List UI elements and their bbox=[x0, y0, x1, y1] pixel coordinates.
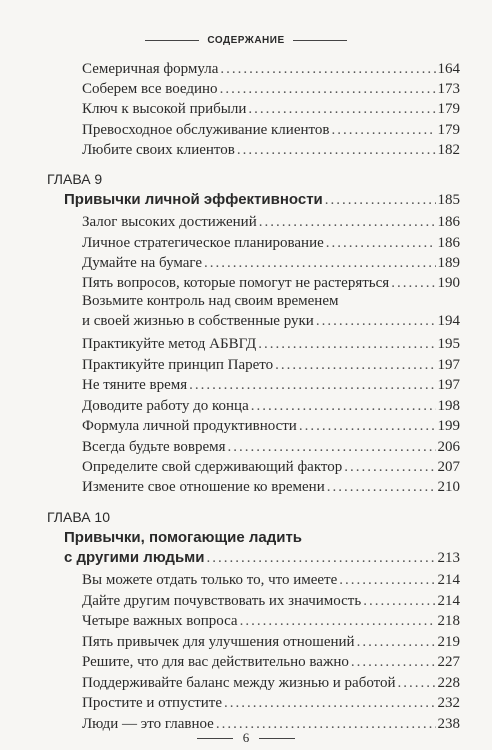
toc-entry-text: Измените свое отношение ко времени bbox=[82, 479, 325, 495]
leader-dots bbox=[398, 673, 436, 693]
chapter-title-text: Привычки личной эффективности bbox=[64, 191, 323, 208]
toc-entry[interactable] bbox=[82, 120, 460, 140]
toc-entry-text: Пять вопросов, которые помогут не растеряться bbox=[82, 275, 390, 291]
leader-dots bbox=[189, 375, 435, 395]
toc-entry-text: Семеричная формула bbox=[82, 61, 219, 77]
leader-dots bbox=[344, 457, 435, 477]
toc-entry-text: Практикуйте метод АБВГД bbox=[82, 336, 257, 352]
leader-dots bbox=[339, 570, 435, 590]
leader-dots bbox=[248, 99, 435, 119]
toc-entry[interactable] bbox=[82, 212, 460, 232]
toc-entry-text: Решите, что для вас действительно важно bbox=[82, 654, 349, 670]
chapter-title-line2: с другими людьми bbox=[64, 549, 205, 566]
chapter-label: ГЛАВА 10 bbox=[47, 509, 110, 525]
toc-entry-page: 238 bbox=[437, 716, 460, 732]
toc-entry[interactable] bbox=[82, 396, 460, 416]
toc-entry[interactable] bbox=[82, 273, 460, 293]
chapter-title-page: 185 bbox=[437, 192, 460, 208]
toc-entry-page: 186 bbox=[437, 214, 460, 230]
toc-entry[interactable] bbox=[82, 355, 460, 375]
chapter-label: ГЛАВА 9 bbox=[47, 171, 103, 187]
toc-entry[interactable] bbox=[82, 375, 460, 395]
toc-entry-page: 179 bbox=[437, 122, 460, 138]
toc-entry-page: 179 bbox=[437, 101, 460, 117]
leader-dots bbox=[258, 334, 435, 354]
toc-entry-page: 194 bbox=[437, 313, 460, 329]
toc-entry-page: 210 bbox=[437, 479, 460, 495]
leader-dots bbox=[316, 311, 436, 331]
toc-entry-text-line2: и своей жизнью в собственные руки bbox=[82, 313, 314, 329]
toc-entry[interactable] bbox=[82, 437, 460, 457]
toc-entry-page: 207 bbox=[437, 459, 460, 475]
toc-entry-page: 199 bbox=[437, 418, 460, 434]
toc-entry[interactable] bbox=[82, 652, 460, 672]
toc-entry[interactable] bbox=[82, 59, 460, 79]
toc-entry-text: Всегда будьте вовремя bbox=[82, 439, 226, 455]
toc-entry-page: 197 bbox=[437, 377, 460, 393]
leader-dots bbox=[326, 233, 436, 253]
leader-dots bbox=[207, 548, 436, 568]
toc-entry-page: 198 bbox=[437, 398, 460, 414]
leader-dots bbox=[224, 693, 435, 713]
toc-entry[interactable] bbox=[82, 457, 460, 477]
toc-entry[interactable] bbox=[82, 99, 460, 119]
leader-dots bbox=[275, 355, 435, 375]
toc-entry-text: Определите свой сдерживающий фактор bbox=[82, 459, 343, 475]
toc-entry-page: 189 bbox=[437, 255, 460, 271]
footer-rule-right bbox=[259, 738, 295, 739]
toc-entry-page: 186 bbox=[437, 235, 460, 251]
toc-entry-page: 195 bbox=[437, 336, 460, 352]
toc-entry[interactable] bbox=[82, 233, 460, 253]
toc-entry-text: Формула личной продуктивности bbox=[82, 418, 297, 434]
leader-dots bbox=[220, 59, 435, 79]
toc-entry[interactable] bbox=[82, 570, 460, 590]
toc-entry-page: 182 bbox=[437, 142, 460, 158]
toc-entry-text: Ключ к высокой прибыли bbox=[82, 101, 247, 117]
leader-dots bbox=[363, 591, 435, 611]
toc-entry[interactable] bbox=[82, 334, 460, 354]
toc-entry-text: Любите своих клиентов bbox=[82, 142, 235, 158]
leader-dots bbox=[331, 120, 435, 140]
toc-entry-page: 214 bbox=[437, 593, 460, 609]
toc-entry-page: 232 bbox=[437, 695, 460, 711]
page-footer bbox=[0, 730, 492, 746]
chapter-title-page: 213 bbox=[437, 550, 460, 566]
leader-dots bbox=[351, 652, 436, 672]
toc-entry-text: Четыре важных вопроса bbox=[82, 613, 238, 629]
leader-dots bbox=[220, 79, 436, 99]
chapter-title-line1: Привычки, помогающие ладить bbox=[64, 529, 303, 546]
toc-entry[interactable] bbox=[82, 673, 460, 693]
toc-entry-text: Простите и отпустите bbox=[82, 695, 223, 711]
leader-dots bbox=[237, 140, 436, 160]
leader-dots bbox=[204, 253, 435, 273]
toc-entry-page: 164 bbox=[437, 61, 460, 77]
toc-entry[interactable] bbox=[82, 140, 460, 160]
toc-entry-page: 197 bbox=[437, 357, 460, 373]
toc-entry-text: Думайте на бумаге bbox=[82, 255, 203, 271]
leader-dots bbox=[299, 416, 436, 436]
toc-entry[interactable] bbox=[82, 477, 460, 497]
toc-entry[interactable] bbox=[82, 693, 460, 713]
toc-entry-page: 227 bbox=[437, 654, 460, 670]
toc-entry-text: Не тяните время bbox=[82, 377, 188, 393]
toc-entry-page: 214 bbox=[437, 572, 460, 588]
page-number: 6 bbox=[242, 730, 250, 745]
toc-entry[interactable] bbox=[82, 253, 460, 273]
toc-entry-page: 228 bbox=[437, 675, 460, 691]
toc-entry[interactable] bbox=[82, 79, 460, 99]
toc-entry-text: Превосходное обслуживание клиентов bbox=[82, 122, 330, 138]
leader-dots bbox=[325, 190, 436, 210]
chapter-title[interactable] bbox=[64, 528, 460, 568]
leader-dots bbox=[251, 396, 436, 416]
toc-entry-text: Пять привычек для улучшения отношений bbox=[82, 634, 355, 650]
page-title: СОДЕРЖАНИЕ bbox=[207, 34, 285, 46]
leader-dots bbox=[240, 611, 436, 631]
leader-dots bbox=[259, 212, 436, 232]
toc-entry-page: 190 bbox=[437, 275, 460, 291]
toc-entry-text: Поддерживайте баланс между жизнью и работой bbox=[82, 675, 396, 691]
chapter-title[interactable] bbox=[64, 190, 460, 210]
toc-entry-text-line1: Возьмите контроль над своим временем bbox=[82, 293, 339, 309]
toc-entry[interactable] bbox=[82, 611, 460, 631]
toc-entry[interactable] bbox=[82, 591, 460, 611]
leader-dots bbox=[357, 632, 436, 652]
toc-entry[interactable] bbox=[82, 416, 460, 436]
toc-entry-text: Люди — это главное bbox=[82, 716, 214, 732]
toc-entry-text: Дайте другим почувствовать их значимость bbox=[82, 593, 362, 609]
footer-rule-left bbox=[197, 738, 233, 739]
toc-entry-page: 173 bbox=[437, 81, 460, 97]
toc-entry-text: Залог высоких достижений bbox=[82, 214, 257, 230]
leader-dots bbox=[391, 273, 435, 293]
toc-entry-multiline[interactable] bbox=[82, 291, 460, 331]
toc-entry[interactable] bbox=[82, 632, 460, 652]
toc-entry-text: Практикуйте принцип Парето bbox=[82, 357, 274, 373]
toc-entry-page: 219 bbox=[437, 634, 460, 650]
leader-dots bbox=[327, 477, 436, 497]
leader-dots bbox=[228, 437, 436, 457]
toc-entry-text: Вы можете отдать только то, что имеете bbox=[82, 572, 338, 588]
toc-entry-page: 218 bbox=[437, 613, 460, 629]
toc-entry-text: Соберем все воедино bbox=[82, 81, 218, 97]
toc-entry-text: Личное стратегическое планирование bbox=[82, 235, 324, 251]
toc-entry-page: 206 bbox=[437, 439, 460, 455]
toc-entry-text: Доводите работу до конца bbox=[82, 398, 249, 414]
